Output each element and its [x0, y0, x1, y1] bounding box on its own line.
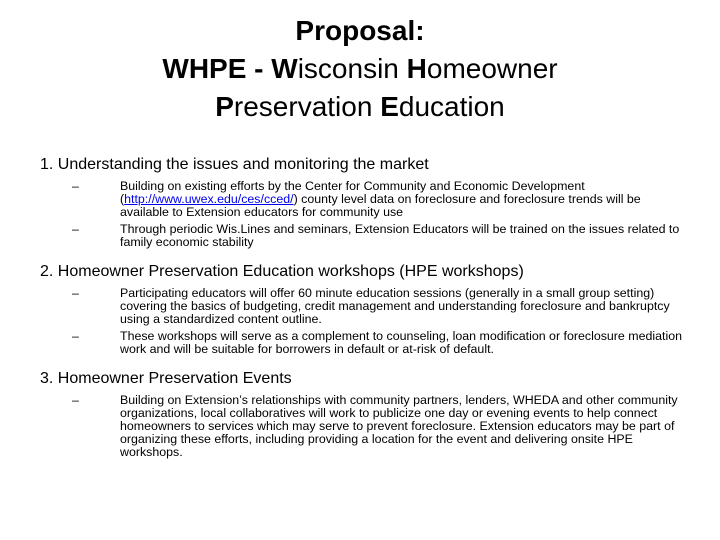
section-heading: 1. Understanding the issues and monitoring the market — [40, 156, 429, 173]
bullet-text-continued: ) county level data on foreclosure and foreclosure trends will be available to Extension educators for community use — [120, 192, 641, 219]
section-understanding-issues — [40, 156, 690, 249]
slide-title — [0, 12, 720, 126]
bullet-text: Building on Extension’s relationships with community partners, lenders, WHEDA and other community organizations, local collaboratives will work to publicize one day or evening events to help connect homeowners to services which may serve to prevent foreclosure. Extension educators may be part of organizing these efforts, including providing a location for the event and delivering onsite HPE workshops. — [120, 393, 678, 459]
bullet-text: Participating educators will offer 60 minute education sessions (generally in a small group setting) covering the basics of budgeting, credit management and understanding foreclosure and bankruptcy using a standardized content outline. — [120, 286, 670, 326]
title-line-2 — [0, 50, 720, 88]
bullet-text: These workshops will serve as a complement to counseling, loan modification or foreclosure mediation work and will be suitable for borrowers in default or at-risk of default. — [120, 329, 682, 356]
title-line-3-bold-2: E — [380, 91, 399, 122]
title-line-2-rest-1: isconsin — [297, 53, 407, 84]
section-hpe-workshops — [40, 263, 690, 356]
title-line-2-rest-2: omeowner — [426, 53, 558, 84]
title-line-1: Proposal: — [295, 15, 425, 46]
title-line-3-bold-1: P — [215, 91, 234, 122]
bullet-list — [40, 180, 690, 249]
bullet-item — [40, 394, 690, 459]
slide-body — [40, 156, 690, 463]
section-heading: 2. Homeowner Preservation Education workshops (HPE workshops) — [40, 263, 524, 280]
title-line-2-bold-2: H — [406, 53, 427, 84]
bullet-text: Through periodic Wis.Lines and seminars, Extension Educators will be trained on the issues related to family economic stability — [120, 222, 680, 249]
section-heading: 3. Homeowner Preservation Events — [40, 370, 292, 387]
bullet-item — [40, 287, 690, 326]
bullet-item — [40, 180, 690, 219]
dash-bullet: – — [72, 329, 79, 343]
bullet-item — [40, 330, 690, 356]
cced-link[interactable]: http://www.uwex.edu/ces/cced/ — [124, 192, 294, 206]
bullet-item — [40, 223, 690, 249]
bullet-list — [40, 394, 690, 459]
dash-bullet: – — [72, 286, 79, 300]
dash-bullet: – — [72, 179, 79, 193]
title-line-3-rest-2: ducation — [398, 91, 505, 122]
title-line-3-rest-1: reservation — [233, 91, 381, 122]
title-line-3 — [0, 88, 720, 126]
bullet-text: Building on existing efforts by the Center for Community and Economic Development ( — [120, 179, 585, 206]
section-preservation-events — [40, 370, 690, 459]
bullet-list — [40, 287, 690, 356]
dash-bullet: – — [72, 393, 79, 407]
dash-bullet: – — [72, 222, 79, 236]
title-line-2-bold-1: WHPE - W — [162, 53, 298, 84]
